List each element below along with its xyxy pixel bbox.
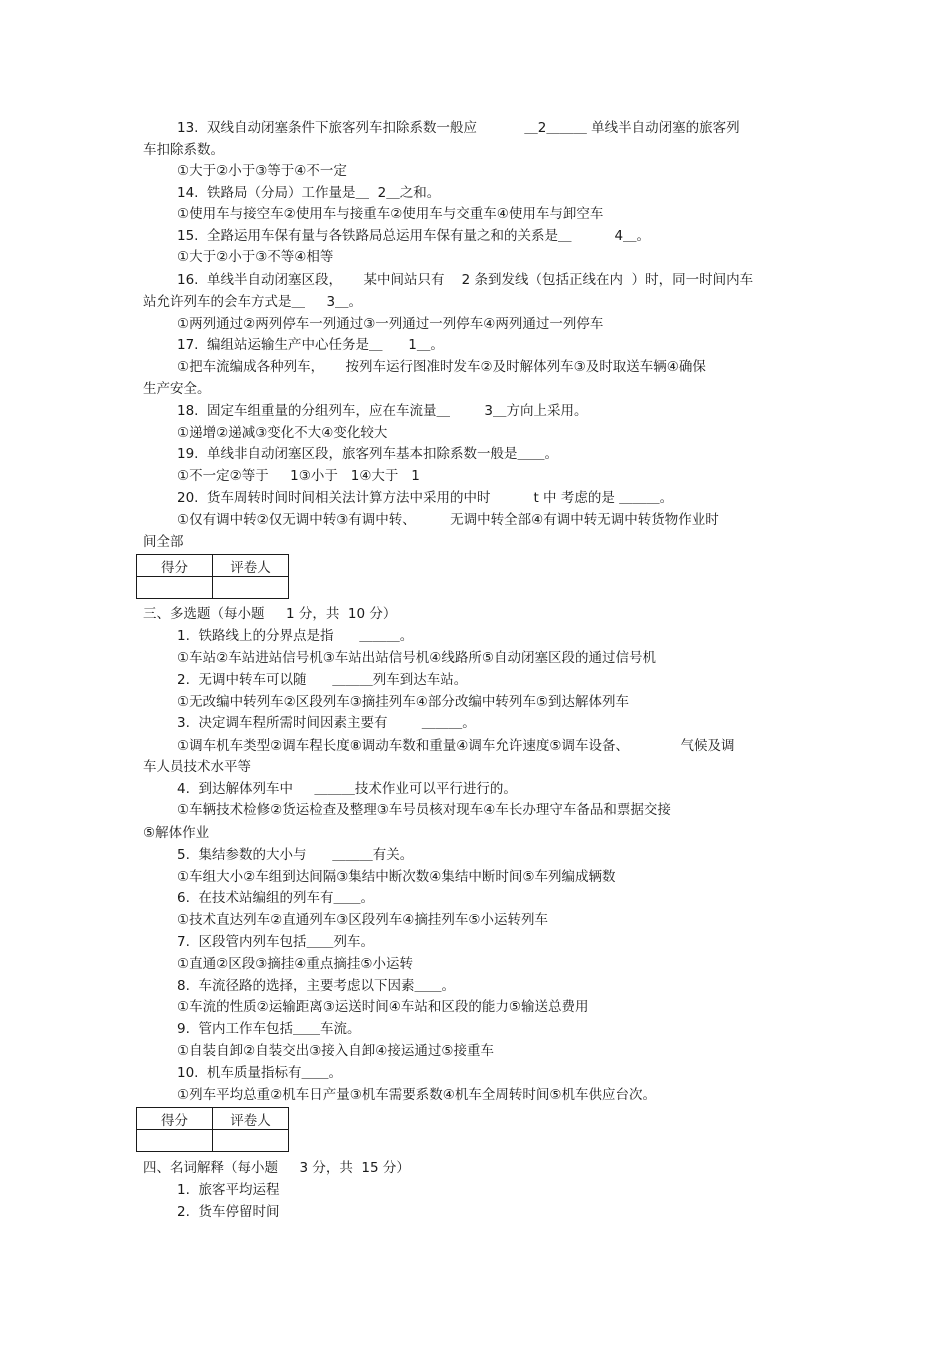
mc-question-7: 7. 区段管内列车包括＿＿列车。	[177, 934, 374, 950]
question-18-options: ①递增②递减③变化不大④变化较大	[177, 425, 388, 441]
mc-question-3: 3. 决定调车程所需时间因素主要有 ＿＿＿。	[177, 715, 476, 731]
question-17: 17. 编组站运输生产中心任务是＿ 1＿。	[177, 337, 444, 353]
question-16-cont: 站允许列车的会车方式是＿ 3＿。	[143, 294, 363, 310]
score-table	[136, 1107, 289, 1152]
mc-question-9: 9. 管内工作车包括＿＿车流。	[177, 1021, 361, 1037]
grader-label: 评卷人	[213, 555, 289, 577]
mc-question-6: 6. 在技术站编组的列车有＿＿。	[177, 890, 374, 906]
question-16: 16. 单线半自动闭塞区段， 某中间站只有 2 条到发线（包括正线在内 ）时，同一时间内车	[177, 272, 754, 288]
question-18: 18. 固定车组重量的分组列车，应在车流量＿ 3＿方向上采用。	[177, 403, 588, 419]
mc-question-4-options: ①车辆技术检修②货运检查及整理③车号员核对现车④车长办理守车备品和票据交接	[177, 802, 671, 818]
section-title-term-definitions: 四、名词解释（每小题 3 分，共 15 分）	[143, 1160, 410, 1176]
mc-question-3-options: ①调车机车类型②调车程长度⑧调动车数和重量④调车允许速度⑤调车设备、 气候及调	[177, 738, 735, 754]
mc-question-5: 5. 集结参数的大小与 ＿＿＿有关。	[177, 847, 414, 863]
question-17-options: ①把车流编成各种列车， 按列车运行图准时发车②及时解体列车③及时取送车辆④确保	[177, 359, 706, 375]
mc-question-2-options: ①无改编中转列车②区段列车③摘挂列车④部分改编中转列车⑤到达解体列车	[177, 694, 630, 710]
mc-question-8: 8. 车流径路的选择，主要考虑以下因素＿＿。	[177, 978, 455, 994]
mc-question-10-options: ①列车平均总重②机车日产量③机车需要系数④机车全周转时间⑤机车供应台次。	[177, 1087, 657, 1103]
question-20: 20. 货车周转时间时间相关法计算方法中采用的中时 t 中 考虑的是 ＿＿＿。	[177, 490, 674, 506]
question-20-options: ①仅有调中转②仅无调中转③有调中转、 无调中转全部④有调中转无调中转货物作业时	[177, 512, 719, 528]
question-17-options-cont: 生产安全。	[143, 381, 211, 397]
question-16-options: ①两列通过②两列停车一列通过③一列通过一列停车④两列通过一列停车	[177, 316, 604, 332]
mc-question-8-options: ①车流的性质②运输距离③运送时间④车站和区段的能力⑤输送总费用	[177, 999, 589, 1015]
mc-question-4: 4. 到达解体列车中 ＿＿＿技术作业可以平行进行的。	[177, 781, 517, 797]
mc-question-6-options: ①技术直达列车②直通列车③区段列车④摘挂列车⑤小运转列车	[177, 912, 549, 928]
grader-cell	[213, 1130, 289, 1152]
mc-question-1: 1. 铁路线上的分界点是指 ＿＿＿。	[177, 628, 414, 644]
score-cell	[137, 577, 213, 599]
question-14: 14. 铁路局（分局）工作量是＿ 2＿之和。	[177, 185, 441, 201]
score-table	[136, 554, 289, 599]
mc-question-10: 10. 机车质量指标有＿＿。	[177, 1065, 343, 1081]
question-19: 19. 单线非自动闭塞区段，旅客列车基本扣除系数一般是＿＿。	[177, 446, 559, 462]
mc-question-3-options-cont: 车人员技术水平等	[143, 759, 251, 775]
grader-cell	[213, 577, 289, 599]
question-20-options-cont: 间全部	[143, 534, 184, 550]
mc-question-2: 2. 无调中转车可以随 ＿＿＿列车到达车站。	[177, 672, 468, 688]
mc-question-5-options: ①车组大小②车组到达间隔③集结中断次数④集结中断时间⑤车列编成辆数	[177, 869, 616, 885]
mc-question-1-options: ①车站②车站进站信号机③车站出站信号机④线路所⑤自动闭塞区段的通过信号机	[177, 650, 657, 666]
mc-question-4-options-cont: ⑤解体作业	[143, 825, 210, 841]
term-question-2: 2. 货车停留时间	[177, 1204, 280, 1220]
mc-question-7-options: ①直通②区段③摘挂④重点摘挂⑤小运转	[177, 956, 414, 972]
question-15-options: ①大于②小于③不等④相等	[177, 249, 334, 265]
score-label: 得分	[137, 1108, 213, 1130]
question-19-options: ①不一定②等于 1③小于 1④大于 1	[177, 468, 420, 484]
question-14-options: ①使用车与接空车②使用车与接重车②使用车与交重车④使用车与卸空车	[177, 206, 604, 222]
question-15: 15. 全路运用车保有量与各铁路局总运用车保有量之和的关系是＿ 4＿。	[177, 228, 651, 244]
score-label: 得分	[137, 555, 213, 577]
section-title-multiple-choice: 三、多选题（每小题 1 分，共 10 分）	[143, 606, 397, 622]
mc-question-9-options: ①自装自卸②自装交出③接入自卸④接运通过⑤接重车	[177, 1043, 495, 1059]
question-13-cont: 车扣除系数。	[143, 142, 224, 158]
score-cell	[137, 1130, 213, 1152]
grader-label: 评卷人	[213, 1108, 289, 1130]
question-13-options: ①大于②小于③等于④不一定	[177, 163, 347, 179]
term-question-1: 1. 旅客平均运程	[177, 1182, 280, 1198]
question-13: 13. 双线自动闭塞条件下旅客列车扣除系数一般应 ＿2＿＿＿ 单线半自动闭塞的旅客列	[177, 120, 740, 136]
